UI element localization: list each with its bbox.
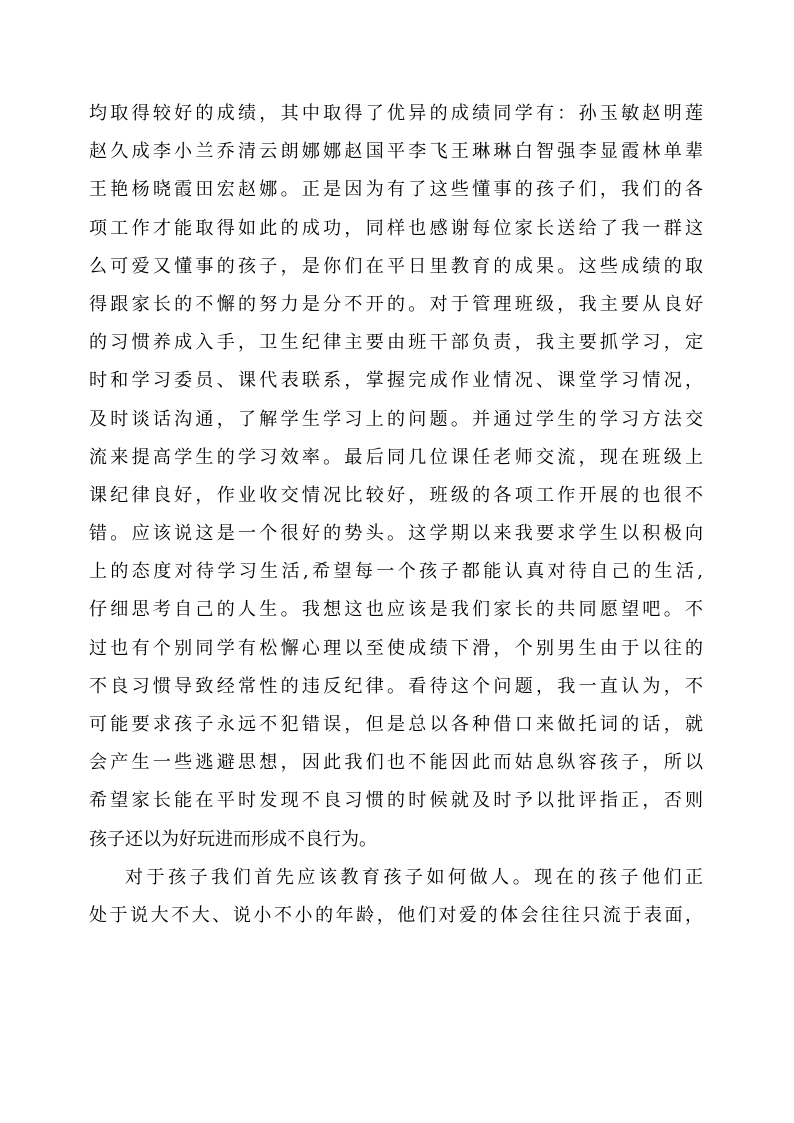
text-line: 不良习惯导致经常性的违反纪律。看待这个问题，我一直认为，不 bbox=[89, 675, 703, 697]
document-body bbox=[89, 95, 703, 935]
text-line: 错。应该说这是一个很好的势头。这学期以来我要求学生以积极向 bbox=[89, 523, 703, 545]
text-line: 得跟家长的不懈的努力是分不开的。对于管理班级，我主要从良好 bbox=[89, 293, 703, 315]
text-line: 的习惯养成入手，卫生纪律主要由班干部负责，我主要抓学习，定 bbox=[89, 332, 703, 354]
text-line: 处于说大不大、说小不小的年龄，他们对爱的体会往往只流于表面， bbox=[89, 904, 703, 926]
paragraph-1 bbox=[89, 95, 703, 859]
text-line: 过也有个别同学有松懈心理以至使成绩下滑，个别男生由于以往的 bbox=[89, 637, 703, 659]
text-line: 么可爱又懂事的孩子，是你们在平日里教育的成果。这些成绩的取 bbox=[89, 255, 703, 277]
text-line: 项工作才能取得如此的成功，同样也感谢每位家长送给了我一群这 bbox=[89, 217, 703, 239]
text-line: 希望家长能在平时发现不良习惯的时候就及时予以批评指正，否则 bbox=[89, 790, 703, 812]
text-line: 流来提高学生的学习效率。最后同几位课任老师交流，现在班级上 bbox=[89, 446, 703, 468]
text-line: 会产生一些逃避思想，因此我们也不能因此而姑息纵容孩子，所以 bbox=[89, 752, 703, 774]
text-line: 仔细思考自己的人生。我想这也应该是我们家长的共同愿望吧。不 bbox=[89, 599, 703, 621]
text-line: 及时谈话沟通，了解学生学习上的问题。并通过学生的学习方法交 bbox=[89, 408, 703, 430]
text-line: 可能要求孩子永远不犯错误，但是总以各种借口来做托词的话，就 bbox=[89, 714, 703, 735]
text-line: 均取得较好的成绩，其中取得了优异的成绩同学有：孙玉敏赵明莲 bbox=[89, 103, 703, 124]
text-line: 课纪律良好，作业收交情况比较好，班级的各项工作开展的也很不 bbox=[89, 484, 703, 506]
text-line: 时和学习委员、课代表联系，掌握完成作业情况、课堂学习情况， bbox=[89, 370, 703, 392]
text-line: 赵久成李小兰乔清云朗娜娜赵国平李飞王琳琳白智强李显霞林单辈 bbox=[89, 141, 703, 163]
paragraph-2 bbox=[89, 859, 703, 935]
text-line: 王艳杨晓霞田宏赵娜。正是因为有了这些懂事的孩子们，我们的各 bbox=[89, 179, 703, 201]
text-line: 对于孩子我们首先应该教育孩子如何做人。现在的孩子他们正 bbox=[125, 866, 703, 888]
text-line: 孩子还以为好玩进而形成不良行为。 bbox=[89, 828, 377, 850]
text-line: 上的态度对待学习生活,希望每一个孩子都能认真对待自己的生活, bbox=[89, 561, 703, 583]
